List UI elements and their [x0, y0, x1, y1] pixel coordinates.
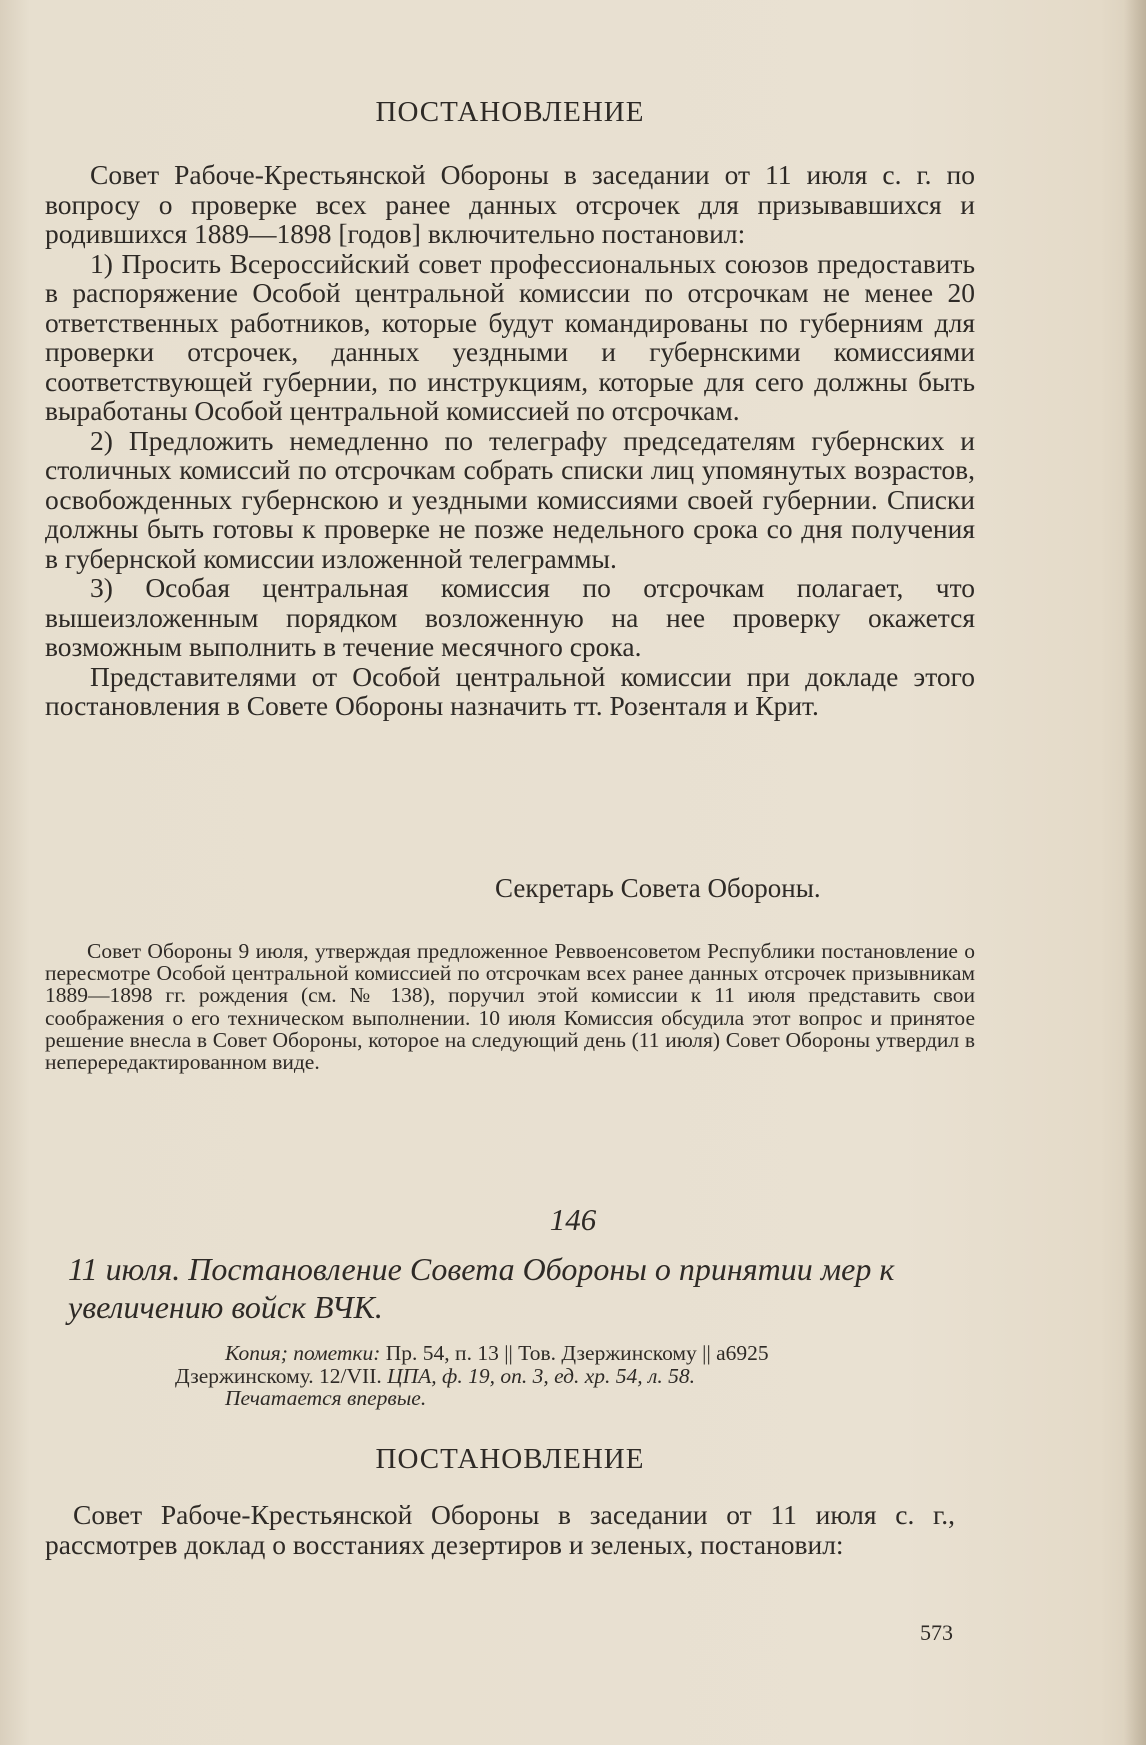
- source-label: Копия; пометки:: [225, 1341, 381, 1365]
- paragraph-item-1: 1) Просить Всероссийский совет профессиональных союзов предоставить в распоряжение Особой центральной комиссии по отсрочкам не менее 20 ответственных работников, которые будут командированы по губерниям для проверки отсрочек, данных уездными и губернскими комиссиями соответствующей губернии, по инструкциям, которые для сего должны быть выработаны Особой центральной комиссией по отсрочкам.: [45, 247, 975, 426]
- source-line-1: [175, 1342, 975, 1365]
- source-text-1: Пр. 54, п. 13 || Тов. Дзержинскому || а6925: [380, 1341, 769, 1365]
- signature: Секретарь Совета Обороны.: [495, 873, 821, 903]
- page-number: 573: [920, 1620, 953, 1645]
- heading-postanovlenie-1: ПОСТАНОВЛЕНИЕ: [375, 96, 645, 128]
- page-edge-shadow: [1124, 0, 1146, 1745]
- source-line-2: [175, 1365, 975, 1388]
- source-info: [175, 1342, 975, 1410]
- source-archive: ЦПА, ф. 19, оп. 3, ед. хр. 54, л. 58.: [387, 1363, 696, 1388]
- note-text: Совет Обороны 9 июля, утверждая предложенное Реввоенсоветом Республики постановление о пересмотре Особой центральной комиссией по отсрочкам всех ранее данных отсрочек призывникам 1889—1898 гг. рождения (см. № 138), поручил этой комиссии к 11 июля представить свои соображения о его техническом выполнении. 10 июля Комиссия обсудила этот вопрос и принятое решение внесла в Совет Обороны, которое на следующий день (11 июля) Совет Обороны утвердил в неперередактированном виде.: [45, 939, 975, 1075]
- paragraph-intro: Совет Рабоче-Крестьянской Обороны в заседании от 11 июля с. г. по вопросу о проверке всех ранее данных отсрочек для призывавшихся и родившихся 1889—1898 [годов] включительно постановил:: [45, 159, 975, 249]
- document-number: 146: [549, 1202, 597, 1237]
- paragraph-item-3: 3) Особая центральная комиссия по отсрочкам полагает, что вышеизложенным порядком возложенную на нее проверку окажется возможным выполнить в течение месячного срока.: [45, 572, 975, 662]
- source-printed: Печатается впервые.: [225, 1386, 427, 1410]
- source-text-2: Дзержинскому. 12/VII.: [175, 1363, 388, 1388]
- resolution-body-1: [45, 160, 975, 721]
- heading-postanovlenie-2: ПОСТАНОВЛЕНИЕ: [375, 1443, 645, 1475]
- paragraph-2-intro: Совет Рабоче-Крестьянской Обороны в заседании от 11 июля с. г., рассмотрев доклад о восстаниях дезертиров и зеленых, постановил:: [45, 1499, 955, 1560]
- document-title: 11 июля. Постановление Совета Обороны о принятии мер к увеличению войск ВЧК.: [68, 1251, 895, 1325]
- paragraph-item-2: 2) Предложить немедленно по телеграфу председателям губернских и столичных комиссий по отсрочкам собрать списки лиц упомянутых возрастов, освобожденных губернскою и уездными комиссиями своей губернии. Списки должны быть готовы к проверке не позже недельного срока со дня получения в губернской комиссии изложенной телеграммы.: [45, 424, 975, 574]
- paragraph-representatives: Представителями от Особой центральной комиссии при докладе этого постановления в Совете Обороны назначить тт. Розенталя и Крит.: [45, 660, 975, 721]
- resolution-body-2: [45, 1500, 955, 1559]
- editorial-note: [45, 940, 975, 1073]
